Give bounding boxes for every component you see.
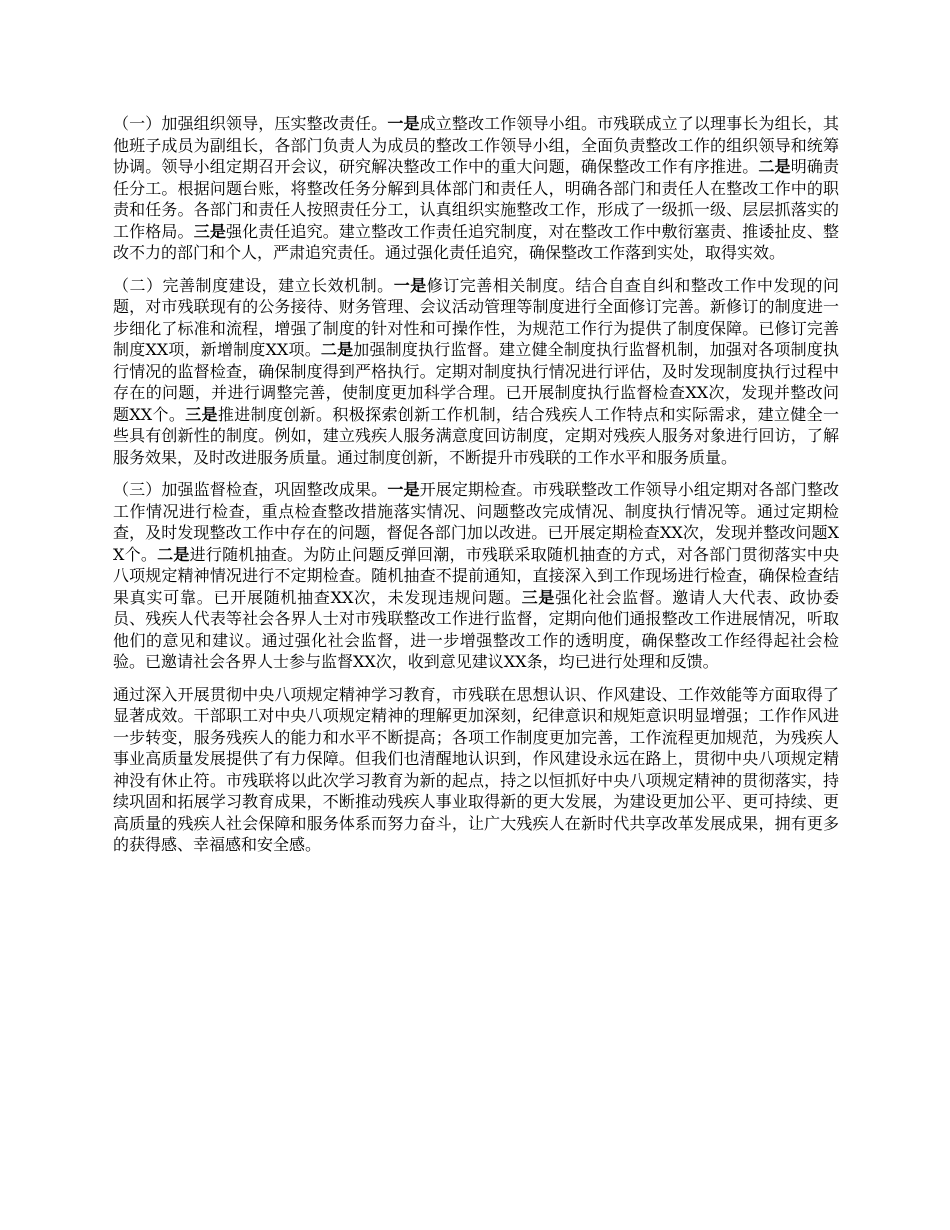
bold-marker: 三是 bbox=[185, 404, 218, 424]
document-page bbox=[113, 113, 839, 867]
paragraph-text: 明确责任分工。根据问题台账，将整改任务分解到具体部门和责任人，明确各部门和责任人在整改工作中的职责和任务。各部门和责任人按照责任分工，认真组织实施整改工作，形成了一级抓一级、层层抓落实的工作格局。 bbox=[113, 157, 839, 241]
paragraph-heading: （二）完善制度建设，建立长效机制。 bbox=[113, 275, 394, 295]
paragraph-organization-leadership bbox=[113, 113, 839, 264]
bold-marker: 一是 bbox=[387, 480, 420, 499]
bold-marker: 一是 bbox=[387, 114, 420, 133]
paragraph-text: 通过深入开展贯彻中央八项规定精神学习教育，市残联在思想认识、作风建设、工作效能等方面取得了显著成效。干部职工对中央八项规定精神的理解更加深刻，纪律意识和规矩意识明显增强；工作作风进一步转变，服务残疾人的能力和水平不断提高；各项工作制度更加完善，工作流程更加规范，为残疾人事业高质量发展提供了有力保障。但我们也清醒地认识到，作风建设永远在路上，贯彻中央八项规定精神没有休止符。市残联将以此次学习教育为新的起点，持之以恒抓好中央八项规定精神的贯彻落实，持续巩固和拓展学习教育成果，不断推动残疾人事业取得新的更大发展，为建设更加公平、更可持续、更高质量的残疾人社会保障和服务体系而努力奋斗，让广大残疾人在新时代共享改革发展成果，拥有更多的获得感、幸福感和安全感。 bbox=[113, 684, 839, 854]
paragraph-text: 进行随机抽查。为防止问题反弹回潮，市残联采取随机抽查的方式，对各部门贯彻落实中央八项规定精神情况进行不定期检查。随机抽查不提前通知，直接深入到工作现场进行检查，确保检查结果真实可靠。已开展随机抽查XX次，未发现违规问题。 bbox=[113, 544, 839, 607]
bold-marker: 三是 bbox=[193, 221, 226, 241]
paragraph-text: 加强制度执行监督。建立健全制度执行监督机制，加强对各项制度执行情况的监督检查，确保制度得到严格执行。定期对制度执行情况进行评估，及时发现制度执行过程中存在的问题，并进行调整完善，使制度更加科学合理。已开展制度执行监督检查XX次，发现并整改问题XX个。 bbox=[113, 340, 839, 424]
paragraph-text: 开展定期检查。市残联整改工作领导小组定期对各部门整改工作情况进行检查，重点检查整改措施落实情况、问题整改完成情况、制度执行情况等。通过定期检查，及时发现整改工作中存在的问题，督促各部门加以改进。已开展定期检查XX次，发现并整改问题XX个。 bbox=[113, 480, 839, 564]
paragraph-text: 推进制度创新。积极探索创新工作机制，结合残疾人工作特点和实际需求，建立健全一些具有创新性的制度。例如，建立残疾人服务满意度回访制度，定期对残疾人服务对象进行回访，了解服务效果，及时改进服务质量。通过制度创新，不断提升市残联的工作水平和服务质量。 bbox=[113, 404, 839, 467]
bold-marker: 二是 bbox=[157, 544, 190, 564]
paragraph-text: 强化社会监督。邀请人大代表、政协委员、残疾人代表等社会各界人士对市残联整改工作进行监督，定期向他们通报整改工作进展情况，听取他们的意见和建议。通过强化社会监督，进一步增强整改工作的透明度，确保整改工作经得起社会检验。已邀请社会各界人士参与监督XX次，收到意见建议XX条，均已进行处理和反馈。 bbox=[113, 587, 839, 671]
paragraph-heading: （三）加强监督检查，巩固整改成果。 bbox=[113, 480, 388, 499]
bold-marker: 二是 bbox=[758, 157, 791, 176]
bold-marker: 二是 bbox=[320, 340, 354, 359]
paragraph-text: 成立整改工作领导小组。市残联成立了以理事长为组长，其他班子成员为副组长，各部门负责人为成员的整改工作领导小组，全面负责整改工作的组织领导和统筹协调。领导小组定期召开会议，研究解决整改工作中的重大问题，确保整改工作有序推进。 bbox=[113, 114, 839, 176]
paragraph-supervision-inspection bbox=[113, 479, 839, 673]
paragraph-conclusion bbox=[113, 684, 839, 856]
paragraph-heading: （一）加强组织领导，压实整改责任。 bbox=[113, 114, 388, 133]
paragraph-system-building bbox=[113, 275, 839, 469]
paragraph-text: 强化责任追究。建立整改工作责任追究制度，对在整改工作中敷衍塞责、推诿扯皮、整改不力的部门和个人，严肃追究责任。通过强化责任追究，确保整改工作落到实处，取得实效。 bbox=[113, 221, 839, 262]
bold-marker: 三是 bbox=[521, 587, 556, 607]
paragraph-text: 修订完善相关制度。结合自查自纠和整改工作中发现的问题，对市残联现有的公务接待、财务管理、会议活动管理等制度进行全面修订完善。新修订的制度进一步细化了标准和流程，增强了制度的针对性和可操作性，为规范工作行为提供了制度保障。已修订完善制度XX项，新增制度XX项。 bbox=[113, 275, 839, 359]
bold-marker: 一是 bbox=[393, 275, 427, 295]
